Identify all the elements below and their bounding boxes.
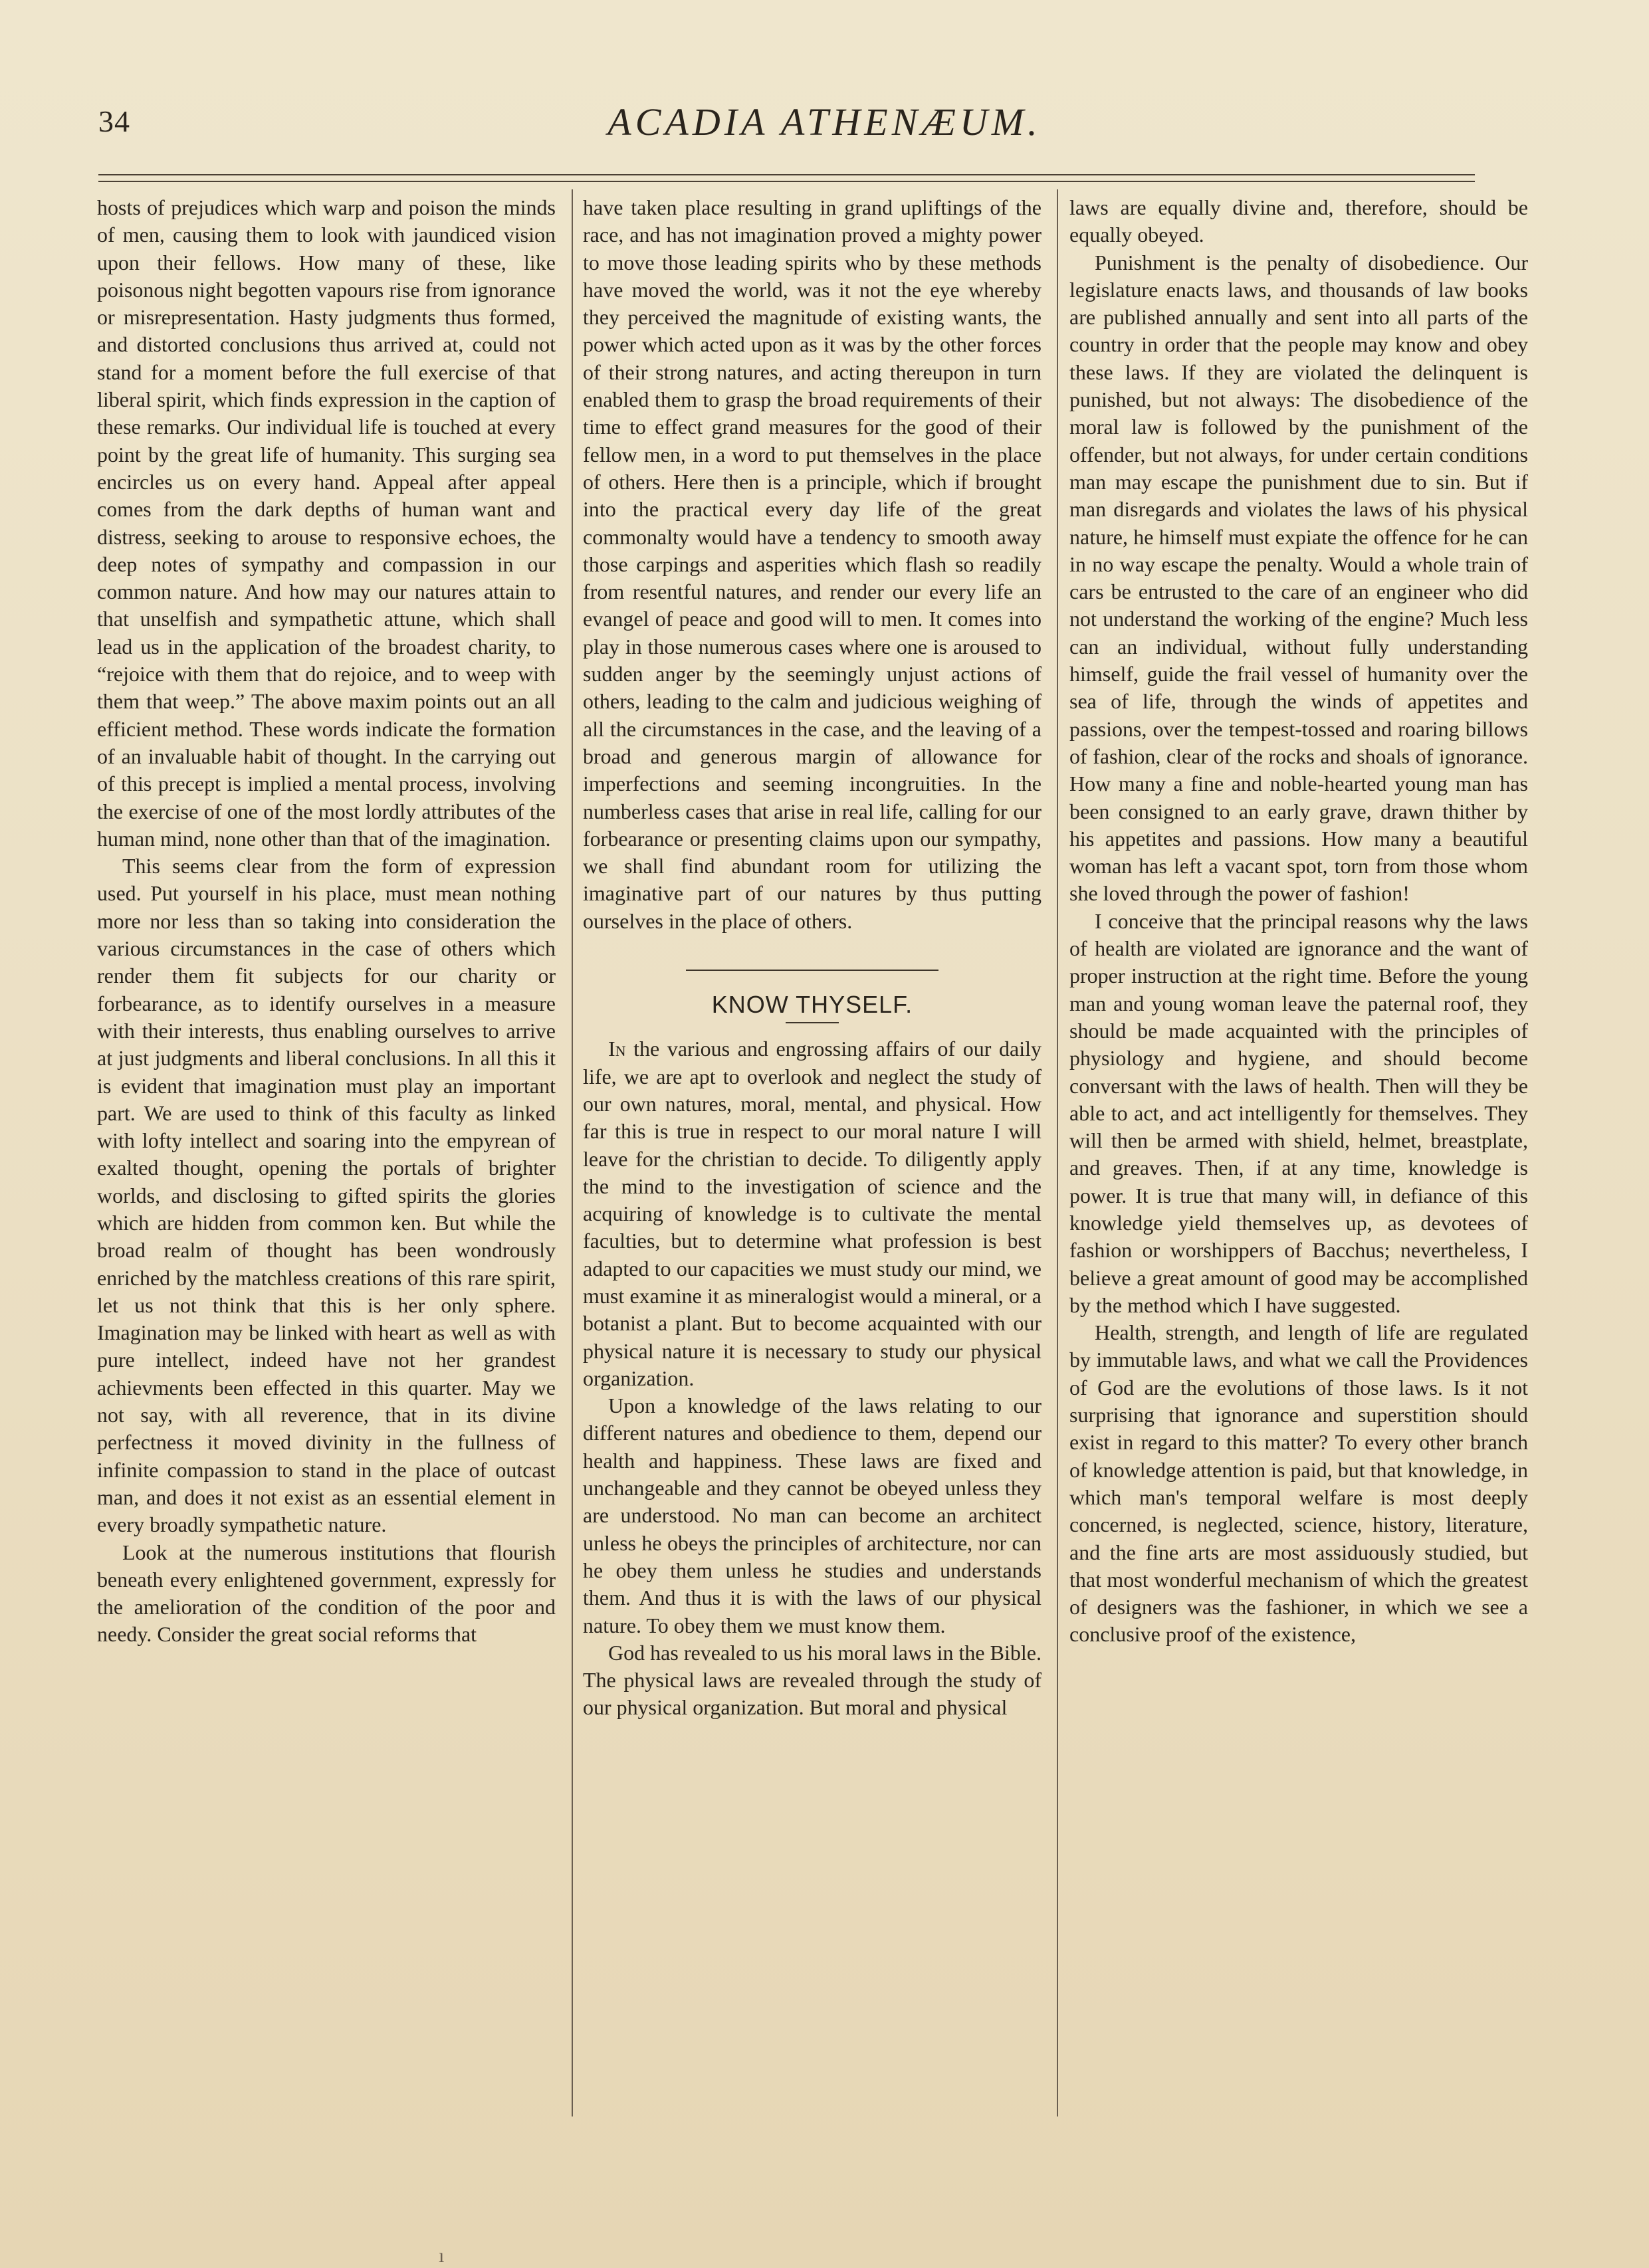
- page-number: 34: [98, 104, 130, 138]
- column3-paragraph-3: I conceive that the principal reasons why the laws of health are violated are ignorance and the want of proper instruction at the right time. Before the young man and young woman leave the paternal roof, they should be made acquainted with the principles of physiology and hygiene, and should become conversant with the laws of health. Then will they be able to act, and act intelligently for themselves. They will then be armed with shield, helmet, breastplate, and greaves. Then, if at any time, knowledge is power. It is true that many will, in defiance of this knowledge yield themselves up, as devotees of fashion or worshippers of Bacchus; nevertheless, I believe a great amount of good may be accomplished by the method which I have suggested.: [1069, 908, 1528, 1317]
- column2-paragraph-4: God has revealed to us his moral laws in the Bible. The physical laws are revealed through the study of our physical organization. But moral and physical: [583, 1640, 1042, 1720]
- header-rule-top: [98, 174, 1475, 175]
- title-underline: [786, 1022, 839, 1023]
- column1-paragraph-3: Look at the numerous institutions that flourish beneath every enlightened government, expressly for the amelioration of the condition of the poor and needy. Consider the great social reforms that: [97, 1540, 556, 1647]
- column2-paragraph-3: Upon a knowledge of the laws relating to our different natures and obedience to them, depend our health and happiness. These laws are fixed and unchangeable and they cannot be obeyed unless they are understood. No man can become an architect unless he obeys the principles of architecture, nor can he obey them unless he studies and understands them. And thus it is with the laws of our physical nature. To obey them we must know them.: [583, 1393, 1042, 1637]
- article-separator: [686, 970, 938, 971]
- column-2: [583, 194, 1042, 1722]
- article-title: KNOW THYSELF.: [711, 991, 913, 1019]
- column3-paragraph-2: Punishment is the penalty of disobedience. Our legislature enacts laws, and thousands of law books are published annually and sent into all parts of the country in order that the people may know and obey these laws. If they are violated the delinquent is punished, but not always: The disobedience of the moral law is followed by the punishment of the offender, but not always, for under certain conditions man may escape the punishment due to sin. But if man disregards and violates the laws of his physical nature, he himself must expiate the offence for he can in no way escape the penalty. Would a whole train of cars be entrusted to the care of an engineer who did not understand the working of the engine? Much less can an individual, without fully understanding himself, guide the frail vessel of humanity over the sea of life, through the winds of appetites and passions, over the tempest-tossed and roaring billows of fashion, clear of the rocks and shoals of ignorance. How many a fine and noble-hearted young man has been consigned to an early grave, drawn thither by his appetites and passions. How many a beautiful woman has left a vacant spot, torn from those whom she loved through the power of fashion!: [1069, 250, 1528, 906]
- footer-mark: ı: [439, 2245, 445, 2267]
- masthead-title: ACADIA ATHENÆUM.: [607, 100, 1042, 144]
- column1-paragraph-2: This seems clear from the form of expression used. Put yourself in his place, must mean nothing more nor less than so taking into consideration the various circumstances in the case of others which render them fit subjects for our charity or forbearance, as to identify ourselves in a measure with their interests, thus enabling ourselves to arrive at just judgments and liberal conclusions. In all this it is evident that imagination must play an important part. We are used to think of this faculty as linked with lofty intellect and soaring into the empyrean of exalted thought, opening the portals of brighter worlds, and disclosing to gifted spirits the glories which are hidden from common ken. But while the broad realm of thought has been wondrously enriched by the matchless creations of this rare spirit, let us not think that this is her only sphere. Imagination may be linked with heart as well as with pure intellect, indeed have not her grandest achievments been effected in this quarter. May we not say, with all reverence, that in its divine perfectness it moved divinity in the fullness of infinite compassion to stand in the place of outcast man, and does it not exist as an essential element in every broadly sympathetic nature.: [97, 854, 556, 1537]
- column3-paragraph-4: Health, strength, and length of life are regulated by immutable laws, and what we call the Providences of God are the evolutions of those laws. Is it not surprising that ignorance and superstition should exist in regard to this matter? To every other branch of knowledge attention is paid, but that knowledge, in which man's temporal welfare is most deeply concerned, is neglected, science, history, literature, and the fine arts are most assiduously studied, but that most wonderful mechanism of which the greatest of designers was the fashioner, in which we see a conclusive proof of the existence,: [1069, 1320, 1528, 1647]
- column-3: [1069, 194, 1528, 1649]
- column3-paragraph-1: laws are equally divine and, therefore, should be equally obeyed.: [1069, 195, 1528, 247]
- column2-paragraph-2: [583, 1035, 1042, 1392]
- page-header: [93, 100, 1556, 153]
- column-1: [97, 194, 556, 1649]
- column1-paragraph-1: hosts of prejudices which warp and poison the minds of men, causing them to look with jaundiced vision upon their fellows. How many of these, like poisonous night begotten vapours rise from ignorance or misrepresentation. Hasty judgments thus formed, and distorted conclusions thus arrived at, could not stand for a moment before the full exercise of that liberal spirit, which finds expression in the caption of these remarks. Our individual life is touched at every point by the great life of humanity. This surging sea encircles us on every hand. Appeal after appeal comes from the dark depths of human want and distress, seeking to arouse to responsive echoes, the deep notes of sympathy and compassion in our common nature. And how may our natures attain to that unselfish and sympathetic attune, which shall lead us in the application of the broadest charity, to “rejoice with them that do rejoice, and to weep with them that weep.” The above maxim points out an all efficient method. These words indicate the formation of an invaluable habit of thought. In the carrying out of this precept is implied a mental process, involving the exercise of one of the most lordly attributes of the human mind, none other than that of the imagination.: [97, 195, 556, 851]
- column2-paragraph-1: have taken place resulting in grand upliftings of the race, and has not imagination proved a mighty power to move those leading spirits who by these methods have moved the world, was it not the eye whereby they perceived the magnitude of existing wants, the power which acted upon as it was by the other forces of their strong natures, and acting thereupon in turn enabled them to grasp the broad requirements of their time to effect grand measures for the good of their fellow men, in a word to put themselves in the place of others. Here then is a principle, which if brought into the practical every day life of the great commonalty would have a tendency to smooth away those carpings and asperities which flash so readily from resentful natures, and render our every life an evangel of peace and good will to men. It comes into play in those numerous cases where one is aroused to sudden anger by the seemingly unjust actions of others, leading to the calm and judicious weighing of all the circumstances in the case, and the leaving of a broad and generous margin of allowance for imperfections and seeming incongruities. In the numberless cases that arise in real life, calling for our forbearance or presenting claims upon our sympathy, we shall find abundant room for utilizing the imaginative part of our natures by thus putting ourselves in the place of others.: [583, 195, 1042, 933]
- column2-paragraph-2-text: the various and engrossing affairs of our daily life, we are apt to overlook and neglect the study of our own natures, moral, mental, and physical. How far this is true in respect to our moral nature I will leave for the christian to decide. To diligently apply the mind to the investigation of science and the acquiring of knowledge is to cultivate the mental faculties, but to determine what profession is best adapted to our capacities we must study our mind, we must examine it as mineralogist would a mineral, or a botanist a plant. But to become acquainted with our physical nature it is necessary to study our physical organization.: [583, 1037, 1042, 1390]
- header-rule-bottom: [98, 181, 1475, 182]
- paragraph-dropcap: In: [608, 1037, 626, 1061]
- column-divider-2: [1057, 189, 1058, 2116]
- column-divider-1: [572, 189, 573, 2116]
